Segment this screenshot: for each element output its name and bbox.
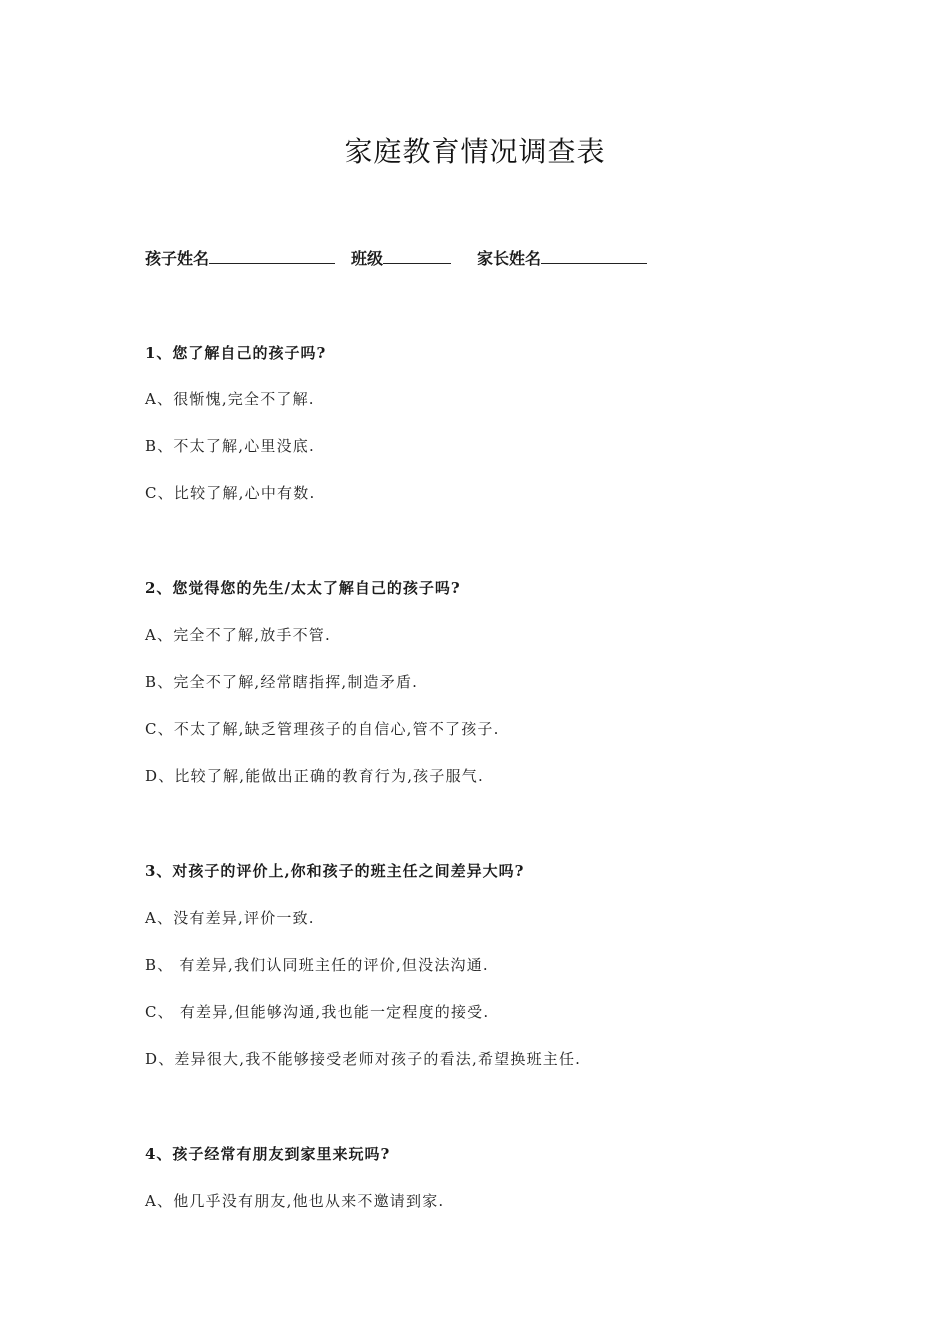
parent-name-label: 家长姓名	[477, 249, 542, 268]
question-3-option-c: C、 有差异,但能够沟通,我也能一定程度的接受.	[145, 1003, 490, 1021]
parent-name-blank	[541, 247, 647, 264]
question-2-option-d: D、比较了解,能做出正确的教育行为,孩子服气.	[145, 767, 484, 785]
question-4-option-a: A、他几乎没有朋友,他也从来不邀请到家.	[145, 1192, 445, 1210]
class-label: 班级	[351, 249, 384, 268]
question-3: 3、对孩子的评价上,你和孩子的班主任之间差异大吗?	[145, 862, 525, 880]
question-2-option-b: B、完全不了解,经常瞎指挥,制造矛盾.	[145, 673, 419, 691]
question-3-option-b: B、 有差异,我们认同班主任的评价,但没法沟通.	[145, 956, 489, 974]
page-title: 家庭教育情况调查表	[344, 135, 606, 168]
class-blank	[383, 247, 451, 264]
question-2: 2、您觉得您的先生/太太了解自己的孩子吗?	[145, 579, 461, 597]
info-line	[145, 246, 647, 269]
child-name-blank	[209, 247, 335, 264]
question-1-option-c: C、比较了解,心中有数.	[145, 484, 316, 502]
question-1: 1、您了解自己的孩子吗?	[145, 344, 327, 362]
question-3-option-a: A、没有差异,评价一致.	[145, 909, 315, 927]
question-3-option-d: D、差异很大,我不能够接受老师对孩子的看法,希望换班主任.	[145, 1050, 582, 1068]
question-1-option-b: B、不太了解,心里没底.	[145, 437, 315, 455]
question-4: 4、孩子经常有朋友到家里来玩吗?	[145, 1145, 391, 1163]
question-2-option-c: C、不太了解,缺乏管理孩子的自信心,管不了孩子.	[145, 720, 500, 738]
child-name-label: 孩子姓名	[145, 249, 210, 268]
question-1-option-a: A、很惭愧,完全不了解.	[145, 390, 315, 408]
question-2-option-a: A、完全不了解,放手不管.	[145, 626, 331, 644]
